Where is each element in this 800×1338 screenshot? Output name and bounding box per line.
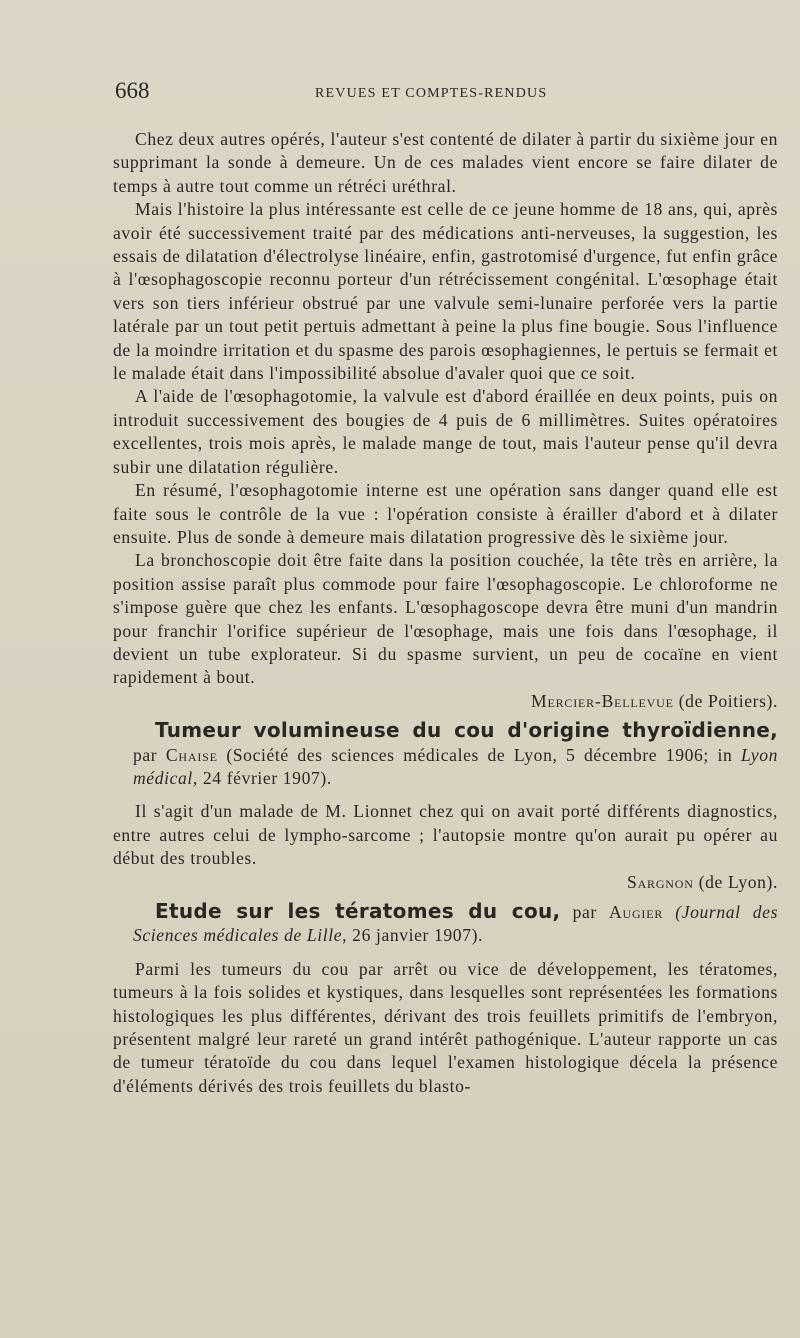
- article-title: Etude sur les tératomes du cou,: [155, 899, 561, 923]
- article-heading: [113, 719, 778, 790]
- page-body: [113, 128, 778, 1098]
- paragraph: En résumé, l'œsophagotomie interne est une opération sans danger quand elle est faite sous le contrôle de la vue : l'opération consiste à érailler d'abord et à dilater ensuite. Plus de sonde à demeure mais dilatation progressive dès le sixième jour.: [113, 480, 778, 547]
- article-date: 24 février 1907).: [202, 767, 332, 788]
- paragraph: Mais l'histoire la plus intéressante est celle de ce jeune homme de 18 ans, qui, après avoir été successivement traité par des médications anti-nerveuses, la suggestion, les essais de dilatation d'électrolyse linéaire, enfin, gastrotomisé d'urgence, fut enfin grâce à l'œsophagoscopie reconnu porteur d'un rétrécissement congénital. L'œsophage était vers son tiers inférieur obstrué par une valvule semi-lunaire perforée vers la partie latérale par un tout petit pertuis admettant à peine la plus fine bougie. Sous l'influence de la moindre irritation et du spasme des parois œsophagiennes, le pertuis se fermait et le malade était dans l'impossibilité absolue d'avaler quoi que ce soit.: [113, 199, 778, 384]
- spacer: [113, 790, 778, 800]
- article-entry: [113, 719, 778, 894]
- signature-place: (de Lyon).: [698, 871, 778, 892]
- article-par: par: [133, 744, 158, 765]
- signature: [113, 871, 778, 894]
- article-author: Chaise: [165, 744, 218, 765]
- article-heading: [113, 900, 778, 948]
- article-journal: (Journal des Sciences médicales de Lille,: [133, 902, 779, 946]
- article-date: 26 janvier 1907).: [352, 925, 484, 946]
- article-author: Augier: [608, 902, 664, 922]
- signature-name: Mercier-Bellevue: [531, 690, 674, 711]
- article-journal: Lyon médical,: [133, 744, 779, 788]
- spacer: [113, 948, 778, 958]
- article-par: par: [572, 902, 597, 922]
- signature: [113, 690, 778, 713]
- paragraph: A l'aide de l'œsophagotomie, la valvule est d'abord éraillée en deux points, puis on introduit successivement des bougies de 4 puis de 6 millimètres. Suites opératoires excellentes, trois mois après, le malade mange de tout, mais l'auteur pense qu'il devra subir une dilatation régulière.: [113, 386, 778, 477]
- signature-place: (de Poitiers).: [678, 690, 778, 711]
- running-head: REVUES ET COMPTES-RENDUS: [315, 86, 548, 101]
- article-title: Tumeur volumineuse du cou d'origine thyroïdienne,: [155, 718, 778, 743]
- paragraph: La bronchoscopie doit être faite dans la position couchée, la tête très en arrière, la position assise paraît plus commode pour faire l'œsophagoscopie. Le chloroforme ne s'impose guère que chez les enfants. L'œsophagoscope devra être muni d'un mandrin pour franchir l'orifice supérieur de l'œsophage, mais une fois dans l'œsophage, il devient un tube explorateur. Si du spasme survient, un peu de cocaïne en vient rapidement à bout.: [113, 550, 778, 688]
- page-number: 668: [115, 78, 150, 103]
- paragraph: Parmi les tumeurs du cou par arrêt ou vice de développement, les tératomes, tumeurs à la fois solides et kystiques, dans lesquelles sont représentées les formations histologiques les plus différentes, dérivant des trois feuillets primitifs de l'embryon, présentent malgré leur rareté un grand intérêt pathogénique. L'auteur rapporte un cas de tumeur tératoïde du cou dans lequel l'examen histologique décela la présence d'éléments dérivés des trois feuillets du blasto-: [113, 958, 778, 1096]
- signature-name: Sargnon: [626, 871, 694, 892]
- article-source: (Société des sciences médicales de Lyon, 5 décembre 1906; in: [226, 744, 733, 765]
- article-entry: [113, 900, 778, 1098]
- page-header: [115, 78, 775, 108]
- paragraph: Chez deux autres opérés, l'auteur s'est contenté de dilater à partir du sixième jour en supprimant la sonde à demeure. Un de ces malades vient encore se faire dilater de temps à autre tout comme un rétréci uréthral.: [113, 129, 778, 196]
- paragraph: Il s'agit d'un malade de M. Lionnet chez qui on avait porté différents diagnostics, entre autres celui de lympho-sarcome ; l'autopsie montre qu'on aurait pu opérer au début des troubles.: [113, 801, 778, 869]
